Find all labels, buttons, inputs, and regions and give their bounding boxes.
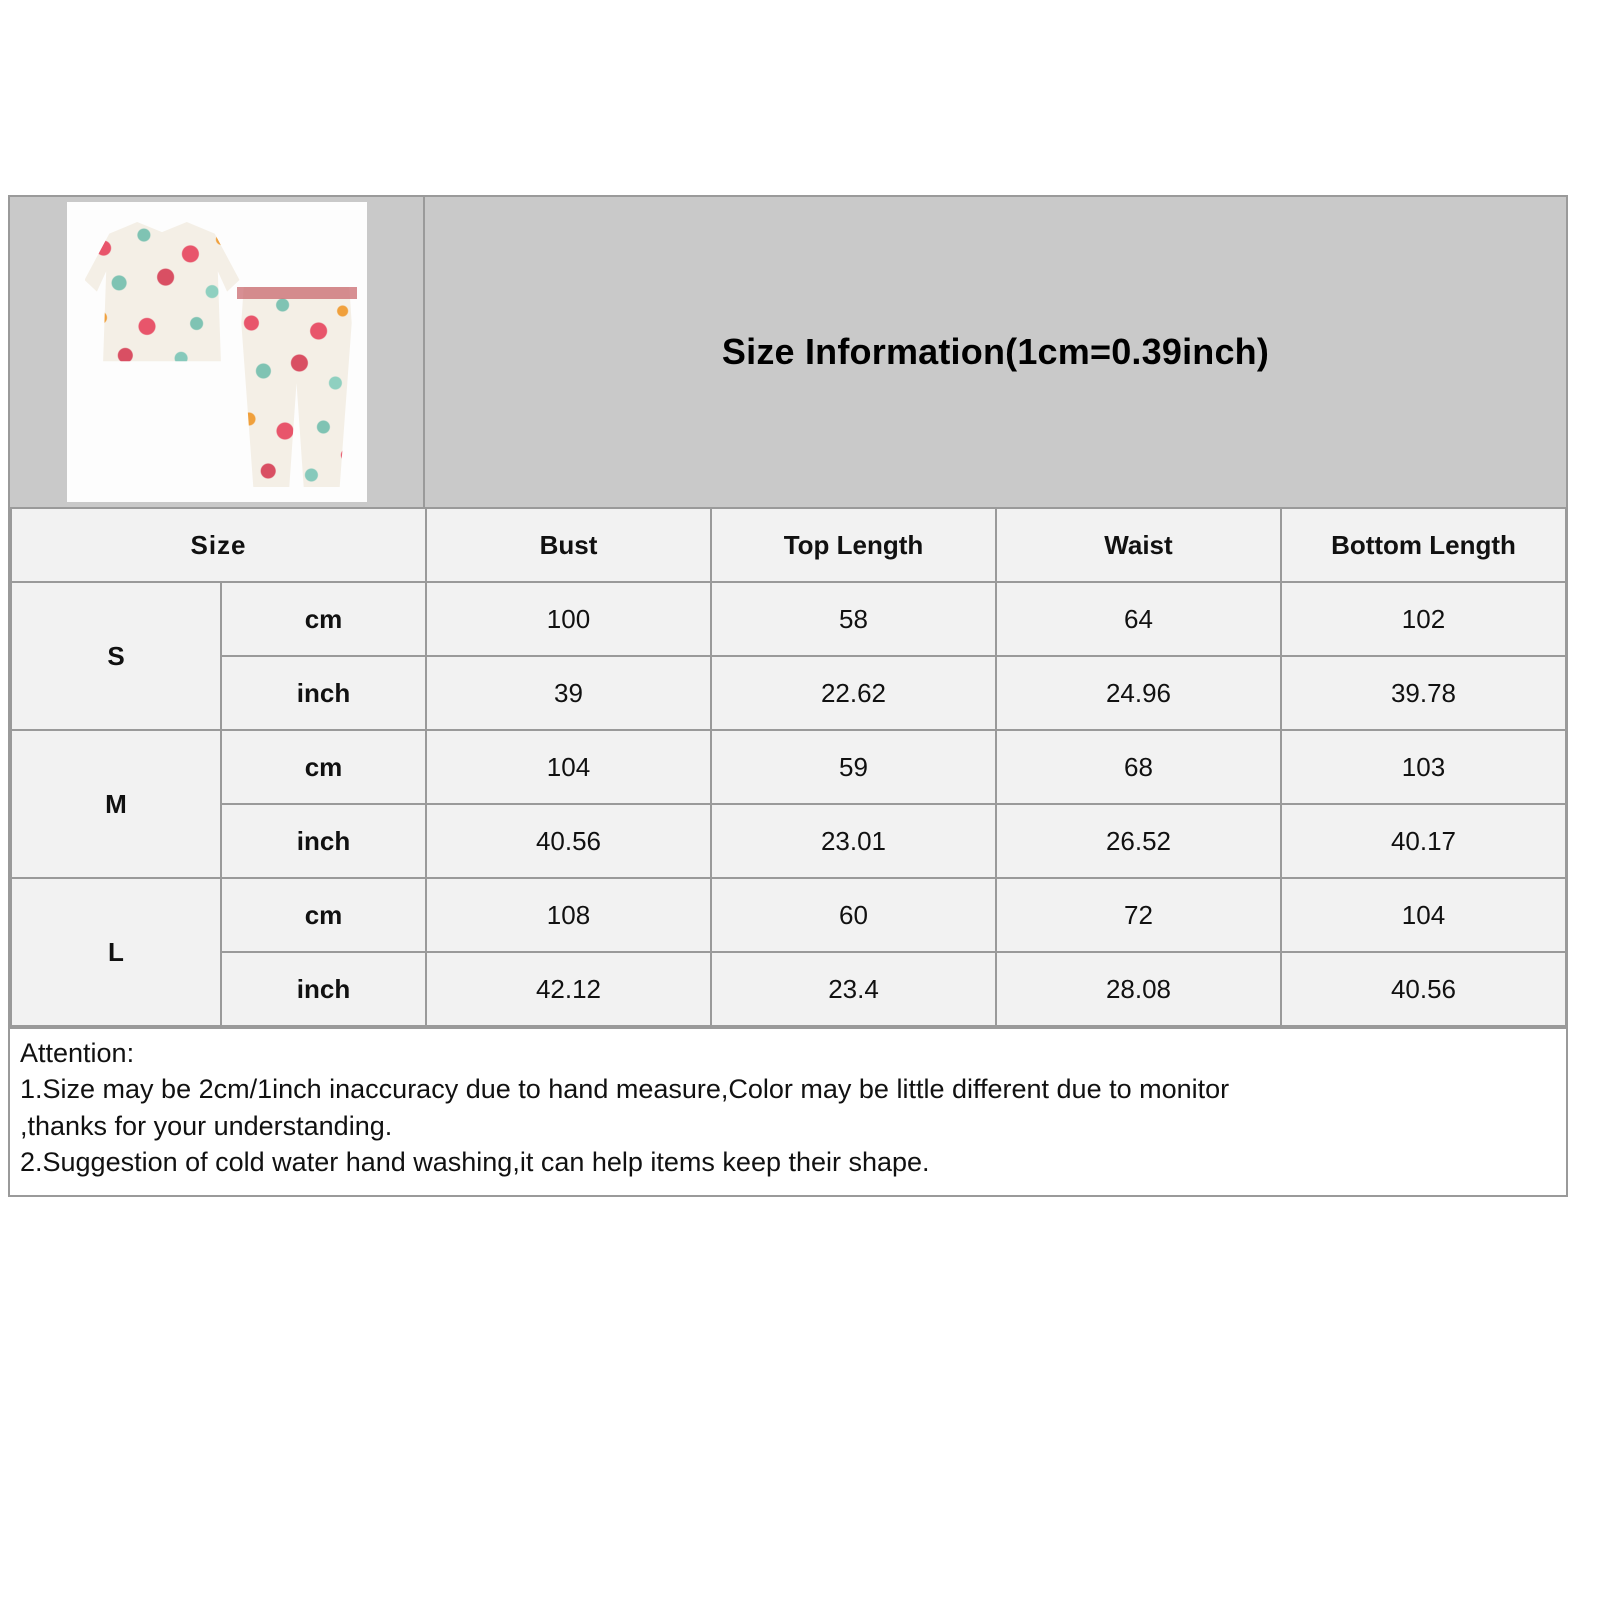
m-inch-bottom-length: 40.17 — [1281, 804, 1566, 878]
chart-header-band — [10, 197, 1566, 507]
column-header-bust: Bust — [426, 508, 711, 582]
column-header-bottom-length: Bottom Length — [1281, 508, 1566, 582]
m-inch-bust: 40.56 — [426, 804, 711, 878]
page-title: Size Information(1cm=0.39inch) — [721, 331, 1270, 372]
column-header-top-length: Top Length — [711, 508, 996, 582]
s-inch-waist: 24.96 — [996, 656, 1281, 730]
s-cm-top-length: 58 — [711, 582, 996, 656]
s-inch-top-length: 22.62 — [711, 656, 996, 730]
s-cm-waist: 64 — [996, 582, 1281, 656]
l-cm-top-length: 60 — [711, 878, 996, 952]
attention-heading: Attention: — [20, 1038, 135, 1068]
l-cm-bust: 108 — [426, 878, 711, 952]
unit-cm-m: cm — [221, 730, 426, 804]
table-row — [11, 730, 1566, 804]
s-cm-bottom-length: 102 — [1281, 582, 1566, 656]
table-header-row — [11, 508, 1566, 582]
m-cm-top-length: 59 — [711, 730, 996, 804]
size-chart-table-container — [8, 195, 1568, 1197]
m-cm-bust: 104 — [426, 730, 711, 804]
s-inch-bottom-length: 39.78 — [1281, 656, 1566, 730]
s-inch-bust: 39 — [426, 656, 711, 730]
table-row — [11, 952, 1566, 1026]
m-inch-top-length: 23.01 — [711, 804, 996, 878]
l-inch-bottom-length: 40.56 — [1281, 952, 1566, 1026]
l-cm-bottom-length: 104 — [1281, 878, 1566, 952]
column-header-waist: Waist — [996, 508, 1281, 582]
size-information-title-cell — [425, 197, 1566, 507]
measurements-table — [10, 507, 1567, 1027]
garment-top-icon — [85, 222, 240, 367]
attention-line-1-cont: ,thanks for your understanding. — [20, 1110, 393, 1141]
l-inch-waist: 28.08 — [996, 952, 1281, 1026]
l-inch-top-length: 23.4 — [711, 952, 996, 1026]
product-photo — [67, 202, 367, 502]
column-header-size: Size — [11, 508, 426, 582]
size-label-l: L — [11, 878, 221, 1026]
size-label-m: M — [11, 730, 221, 878]
size-label-s: S — [11, 582, 221, 730]
table-row — [11, 804, 1566, 878]
m-cm-bottom-length: 103 — [1281, 730, 1566, 804]
s-cm-bust: 100 — [426, 582, 711, 656]
table-row — [11, 878, 1566, 952]
product-image-cell — [10, 197, 425, 507]
unit-inch-l: inch — [221, 952, 426, 1026]
garment-pants-icon — [237, 287, 357, 487]
unit-cm-s: cm — [221, 582, 426, 656]
unit-inch-m: inch — [221, 804, 426, 878]
attention-line-2: 2.Suggestion of cold water hand washing,it can help items keep their shape. — [20, 1147, 930, 1178]
attention-notes — [10, 1027, 1566, 1195]
m-cm-waist: 68 — [996, 730, 1281, 804]
table-row — [11, 582, 1566, 656]
unit-cm-l: cm — [221, 878, 426, 952]
l-inch-bust: 42.12 — [426, 952, 711, 1026]
m-inch-waist: 26.52 — [996, 804, 1281, 878]
table-row — [11, 656, 1566, 730]
unit-inch-s: inch — [221, 656, 426, 730]
attention-line-1: 1.Size may be 2cm/1inch inaccuracy due to hand measure,Color may be little different due to monitor — [20, 1074, 1230, 1105]
l-cm-waist: 72 — [996, 878, 1281, 952]
